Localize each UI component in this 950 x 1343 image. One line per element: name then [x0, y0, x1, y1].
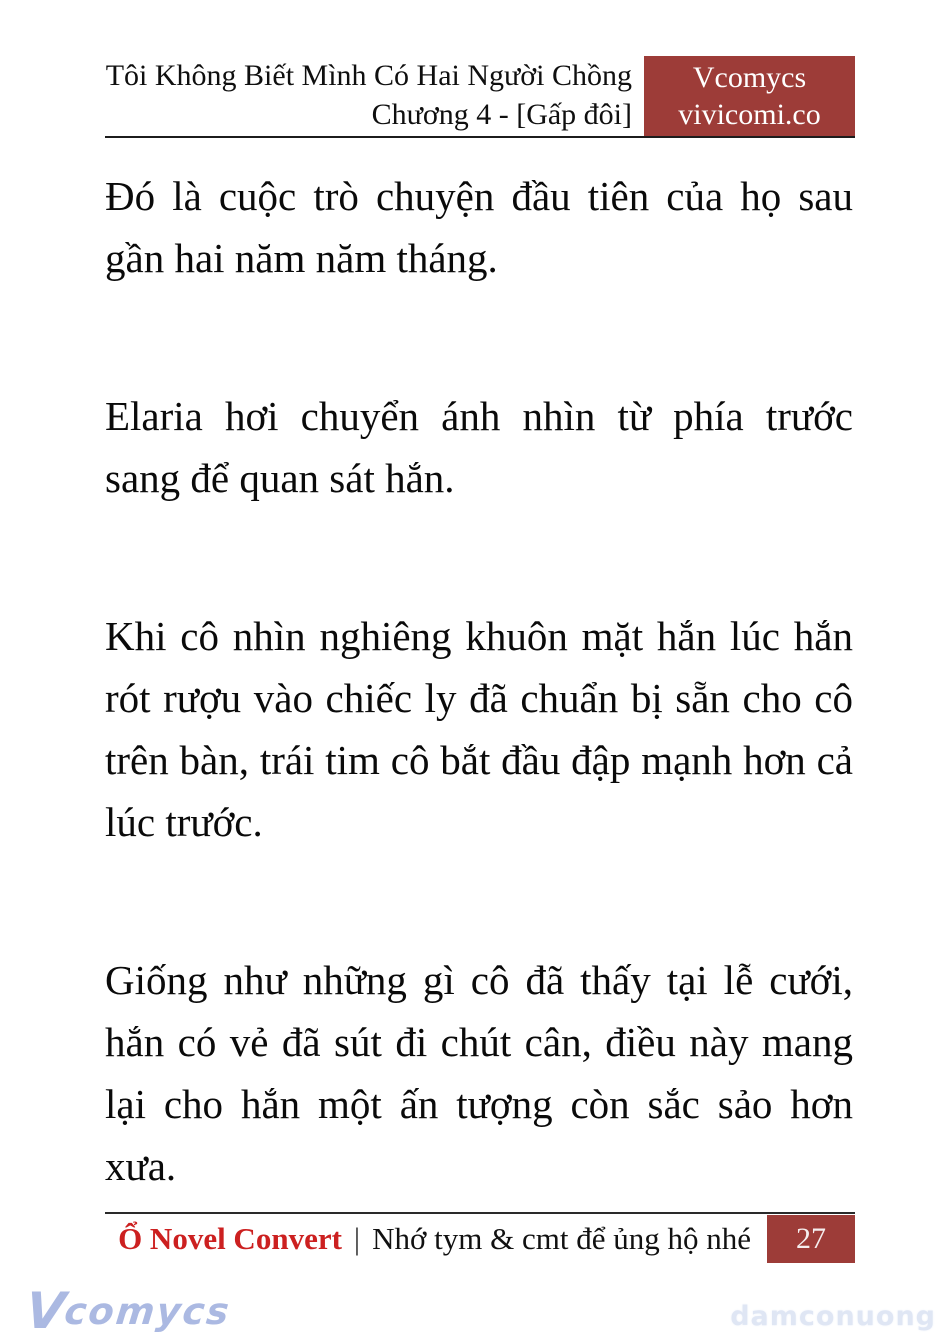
footer-note: Nhớ tym & cmt để ủng hộ nhé — [372, 1221, 751, 1256]
paragraph: Khi cô nhìn nghiêng khuôn mặt hắn lúc hắn rót rượu vào chiếc ly đã chuẩn bị sẵn cho cô trên bàn, trái tim cô bắt đầu đập mạnh hơn cả lúc trước. — [105, 613, 853, 845]
footer-text — [118, 1214, 751, 1264]
publisher-site: vivicomi.co — [678, 97, 821, 131]
header-title-block — [105, 56, 644, 136]
publisher-name: Vcomycs — [692, 60, 807, 94]
page-number-badge — [767, 1215, 855, 1263]
chapter-text — [105, 165, 853, 1197]
paragraph: Giống như những gì cô đã thấy tại lễ cưới, hắn có vẻ đã sút đi chút cân, điều này mang lại cho hắn một ấn tượng còn sắc sảo hơn xưa. — [105, 957, 853, 1189]
page-footer — [105, 1212, 855, 1264]
paragraph: Đó là cuộc trò chuyện đầu tiên của họ sau gần hai năm năm tháng. — [105, 173, 853, 281]
novel-title: Tôi Không Biết Mình Có Hai Người Chồng — [105, 59, 632, 92]
page-header — [105, 56, 855, 138]
publisher-badge — [644, 56, 855, 136]
vcomycs-logo-text: comycs — [62, 1290, 233, 1333]
paragraph: Elaria hơi chuyển ánh nhìn từ phía trước sang để quan sát hắn. — [105, 393, 853, 501]
damconuong-watermark: damconuong — [730, 1301, 936, 1332]
vcomycs-logo-initial: V — [22, 1282, 70, 1340]
page-number: 27 — [796, 1222, 826, 1255]
chapter-title: Chương 4 - [Gấp đôi] — [371, 98, 632, 131]
vcomycs-logo — [23, 1282, 234, 1340]
footer-brand: Ổ Novel Convert — [118, 1221, 342, 1256]
footer-separator: | — [353, 1221, 361, 1256]
